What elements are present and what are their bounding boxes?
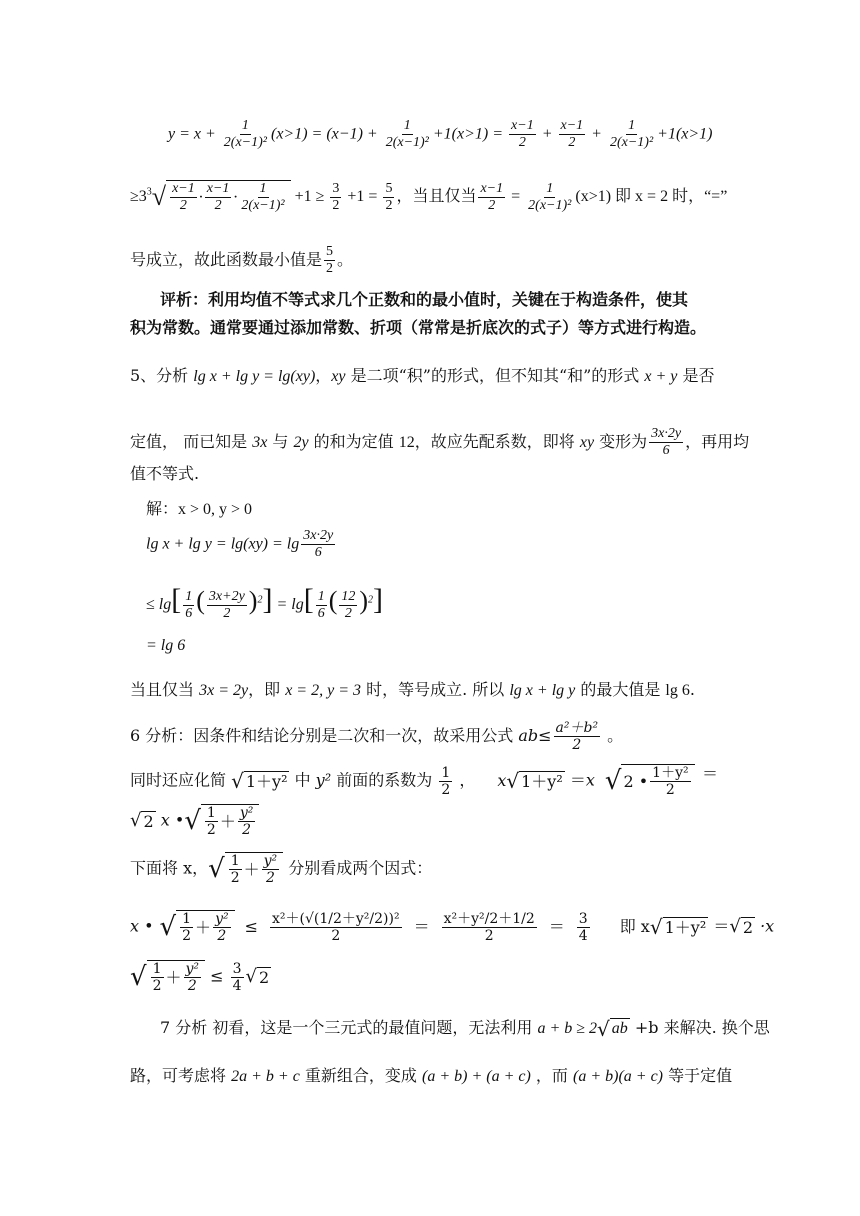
s7-sqrt-icon: √: [597, 1016, 610, 1041]
eq1-frac3-den: 2: [518, 135, 526, 151]
s5-sol: 解：x > 0, y > 0: [146, 501, 253, 518]
s5-r2-frac1-den: 6: [185, 605, 193, 621]
s6-l3c: 1: [206, 805, 216, 821]
s6-sqrt-icon-2: √: [506, 769, 520, 794]
s6-sqrt-icon-4: √: [130, 810, 142, 832]
s5-r4e: 时，等号成立. 所以: [360, 680, 510, 699]
s6-l4f: 2: [265, 870, 275, 887]
comment-line-2: [130, 318, 706, 337]
s6-l2m-num: 1＋y²: [652, 765, 689, 781]
s5-r1-den: 6: [314, 545, 322, 561]
s5-l1a: 5、分析: [130, 366, 194, 385]
eq1-c2: +1(x>1) =: [432, 125, 508, 143]
s6-l1-frac-num: a²＋b²: [555, 720, 599, 736]
eq2-g1-num: 3: [330, 181, 341, 198]
eq2-g1-den: 2: [332, 197, 340, 213]
s6-l3d: 2: [206, 822, 216, 839]
eq2-h1-den: 2: [488, 197, 496, 213]
s5-row-4: [130, 680, 695, 700]
s7-l1d: +b 来解决. 换个思: [629, 1018, 770, 1037]
equation-line-2: $\ge 3^3$ √ $\frac{x-1}{2}$ · $\frac{x-1}{2}$ · $\frac{1}{\text{2(x−1)²}}$ +1 ≥ $\frac{3}{2}$ +1 = $\frac{5}{2}$ ，当且仅当 $\frac{x-1}{2}$ = $\frac{1}{\text{2(x−1)²}}$ (x>1) 即 x = 2 时，“=”: [130, 180, 728, 214]
s6-l3f: y²: [239, 805, 254, 821]
eq1-c4: +: [587, 125, 606, 143]
s6-sqrt-icon-10: √: [130, 962, 147, 993]
s6-l3g: 2: [242, 822, 252, 839]
comment-text-2: 积为常数。通常要通过添加常数、折项（常常是折底次的式子）等方式进行构造。: [130, 318, 707, 337]
s5-r1-num: 3x·2y: [301, 528, 335, 545]
s5-l2d: 2y: [293, 434, 309, 452]
s6-sqrt-icon-3: √: [604, 766, 622, 797]
s6-l5j-num: x²＋y²/2＋1/2: [443, 910, 535, 927]
eq1-c5: +1(x>1): [657, 125, 713, 143]
s6-l2-frac-den: 2: [441, 781, 451, 798]
s6-l5d: ＋: [195, 918, 212, 937]
comment-line-1: [160, 290, 688, 309]
eq1-frac5-den: 2(x−1)²: [609, 135, 654, 151]
s6-l2i: 1＋y²: [521, 772, 563, 791]
s5-l2f: 12: [398, 434, 415, 452]
eq1-frac1-den: 2(x−1)²: [223, 135, 267, 151]
s5-row-1: [146, 528, 337, 561]
s6-l5l-num: 3: [578, 910, 588, 927]
s6-l1a: 6 分析：因条件和结论分别是二次和一次，故采用公式: [130, 726, 519, 746]
s6-l5e: y²: [215, 911, 229, 927]
s6-l2l: 2 •: [623, 772, 649, 791]
eq2-g2-den: 2: [385, 197, 393, 213]
s7-l1c: ab: [611, 1020, 628, 1038]
s6-l6f: ≤: [205, 966, 229, 986]
s6-l3b: x •: [155, 810, 185, 830]
s5-l2-frac-den: 6: [662, 443, 670, 459]
s6-l6c: ＋: [165, 968, 182, 987]
s6-l6g-den: 4: [232, 977, 242, 994]
s5-r4f: lg x + lg y: [509, 682, 576, 699]
s5-r4a: 当且仅当: [130, 680, 200, 699]
s6-l2b: 1＋y²: [245, 772, 288, 791]
s6-line-5: [130, 910, 774, 944]
s6-l5j-den: 2: [484, 927, 494, 944]
eq2-r1-num: x−1: [170, 181, 197, 198]
s5-l2g: ，故应先配系数，即将: [414, 432, 580, 452]
s5-r2-frac4-den: 2: [344, 605, 352, 621]
s5-l2-frac-num: 3x·2y: [649, 426, 683, 443]
s6-l1-frac-den: 2: [572, 737, 582, 754]
s6-sqrt-icon-5: √: [184, 806, 201, 837]
eq1-c3: +: [537, 125, 557, 143]
s6-l1b: ab: [518, 726, 539, 746]
s5-r1a: lg x + lg y = lg(xy) = lg: [146, 535, 300, 553]
s6-l5c: 2: [182, 928, 192, 945]
s6-l5h-num: x²＋(√(1/2＋y²/2))²: [272, 910, 400, 927]
s6-l5h-den: 2: [331, 927, 341, 944]
eq1-frac2-den: 2(x−1)²: [385, 135, 429, 151]
s6-sqrt-icon-11: √: [245, 966, 258, 988]
s6-l5p: 2: [742, 918, 753, 937]
eq2-r2-den: 2: [214, 198, 222, 214]
eq2-h2-den: 2(x−1)²: [528, 197, 572, 213]
eq2-root-index: 3: [146, 186, 152, 198]
s5-l2b: 3x: [252, 434, 268, 452]
s6-sqrt-icon-1: √: [231, 769, 244, 794]
s5-l2j: ，再用均: [685, 432, 750, 452]
s6-l1c: ≤: [538, 726, 552, 746]
s5-r4h: lg 6: [665, 682, 690, 699]
s5-r2-frac3-num: 1: [316, 589, 327, 606]
s6-l6g-num: 3: [232, 960, 242, 977]
s5-row-2: ≤ lg[ $\frac{1}{6}$ ( $\frac{3x+2y}{2}$ )$^2$] = lg[ $\frac{1}{6}$ ( $\frac{12}{2}$ )$^2$]: [146, 583, 384, 621]
s7-l2d: (a + b) + (a + c): [421, 1068, 531, 1085]
s5-l1f: x + y: [644, 368, 678, 385]
s5-l2c: 与: [267, 432, 294, 452]
s5-r2-frac1-num: 1: [183, 589, 194, 606]
eq2-pre: ≥3: [130, 187, 147, 205]
s7-l1a: 7 分析 初看，这是一个三元式的最值问题，无法利用: [160, 1018, 538, 1037]
s7-l2c: 重新组合，变成: [299, 1066, 422, 1085]
s6-line-4: [130, 852, 432, 886]
s5-solution: [146, 500, 252, 519]
s5-l2h: xy: [579, 434, 595, 452]
s6-sqrt-icon-8: √: [649, 915, 663, 940]
s6-l6e: 2: [187, 978, 197, 995]
s6-l1e: 。: [602, 726, 624, 746]
s6-l2j: ＝: [564, 770, 586, 790]
s6-sqrt-icon-9: √: [729, 916, 741, 938]
s7-l1b: a + b ≥ 2: [537, 1020, 598, 1037]
eq1-frac4-den: 2: [568, 135, 576, 151]
s5-r4b: 3x = 2y: [199, 682, 249, 699]
s6-sqrt-icon-7: √: [159, 912, 177, 943]
eq1-frac5-num: 1: [626, 118, 637, 135]
eq2-g2-num: 5: [383, 181, 394, 198]
s6-l6d: y²: [185, 961, 200, 977]
s5-l3: 值不等式.: [130, 464, 200, 483]
equation-line-1: [168, 118, 713, 151]
s7-l2b: 2a + b + c: [231, 1068, 300, 1085]
s6-l5q: ·x: [755, 916, 775, 936]
s5-r2a: ≤ lg: [146, 596, 172, 613]
min-value-end: 。: [337, 250, 354, 270]
s5-l2a: 定值， 而已知是: [130, 432, 253, 452]
s5-line-2: [130, 426, 749, 459]
s6-l4d: ＋: [243, 860, 260, 879]
s6-l2a: 同时还应化简: [130, 770, 232, 790]
eq2-text2: (x>1) 即 x = 2 时，“=”: [575, 187, 728, 205]
s6-l5g: ≤: [244, 916, 258, 936]
eq2-radical-icon: √: [151, 182, 167, 212]
s5-r4g: 的最大值是: [575, 680, 666, 699]
s6-l5f: 2: [217, 928, 227, 945]
s6-l3a: 2: [143, 812, 154, 831]
comment-label: 评析：: [160, 290, 209, 309]
s6-l6b: 2: [152, 978, 162, 995]
s6-sqrt-icon-6: √: [208, 854, 225, 885]
s5-row-3: [146, 636, 185, 655]
s6-l2e: 前面的系数为: [331, 770, 438, 790]
eq2-h2-num: 1: [544, 181, 555, 198]
eq1-c1: (x>1) = (x−1) +: [270, 125, 382, 143]
s6-l2m-den: 2: [665, 782, 675, 799]
s7-l2a: 路，可考虑将: [130, 1066, 232, 1085]
eq1-frac2-num: 1: [402, 118, 413, 135]
s6-l6a: 1: [152, 961, 162, 977]
s5-r4c: ，即: [248, 680, 286, 699]
s6-l5i: ＝: [413, 916, 430, 936]
eq1-frac1-num: 1: [240, 118, 251, 135]
eq2-h1-num: x−1: [478, 181, 505, 198]
s7-line-2: [130, 1066, 732, 1086]
s6-l5n: 1＋y²: [664, 918, 707, 937]
s7-l2g: 等于定值: [663, 1066, 733, 1085]
s6-l2-frac-num: 1: [441, 764, 451, 781]
s6-l5b: 1: [182, 911, 192, 927]
s7-l2f: (a + b)(a + c): [572, 1068, 663, 1085]
s6-l5k: ＝: [548, 916, 565, 936]
min-value-den: 2: [326, 261, 334, 277]
s6-l2g: ，: [454, 770, 476, 790]
s5-l1d: xy: [331, 368, 346, 385]
s5-l1b: lg x + lg y = lg(xy): [193, 368, 316, 385]
s6-line-6: [130, 960, 271, 994]
s6-l4e: y²: [263, 853, 278, 869]
s6-line-2: [130, 764, 719, 799]
s6-l2h: x: [497, 770, 507, 790]
comment-text-1: 利用均值不等式求几个正数和的最小值时，关键在于构造条件，使其: [208, 290, 689, 309]
s6-l2d: y²: [315, 770, 332, 790]
s6-l4b: 1: [230, 853, 240, 869]
s5-r3: = lg 6: [146, 637, 186, 654]
eq2-eqs: =: [507, 187, 525, 205]
eq1-lhs: y = x +: [168, 125, 220, 143]
s6-l3e: ＋: [219, 812, 236, 831]
s6-l4a: 下面将 x，: [130, 858, 209, 878]
s6-l2c: 中: [289, 770, 316, 790]
s5-line-3: [130, 464, 199, 483]
eq2-mid2: +1 =: [343, 187, 382, 205]
s6-l4g: 分别看成两个因式：: [283, 858, 433, 878]
s5-r2-frac4-num: 12: [339, 589, 357, 606]
s6-l5o: ＝: [708, 916, 730, 936]
min-value-num: 5: [324, 244, 335, 261]
s6-l2end: ＝: [702, 764, 719, 783]
min-value-text: 号成立，故此函数最小值是: [130, 250, 323, 270]
s6-l6h: 2: [259, 968, 270, 987]
s6-l5l-den: 4: [578, 927, 588, 944]
s5-l1c: ，: [315, 366, 332, 385]
min-value-line: [130, 244, 353, 277]
s7-line-1: [160, 1018, 770, 1039]
s5-l1e: 是二项“积”的形式，但不知其“和”的形式: [345, 366, 645, 385]
s5-r4i: .: [689, 680, 695, 699]
eq2-text1: ，当且仅当: [396, 187, 477, 205]
s5-r4d: x = 2, y = 3: [285, 682, 361, 699]
s6-line-1: [130, 720, 623, 753]
s6-line-3: [130, 804, 259, 838]
s5-line-1: [130, 366, 715, 386]
s6-l5a: x •: [130, 916, 154, 936]
s5-l2i: 变形为: [594, 432, 648, 452]
s5-r2f: = lg: [272, 596, 304, 613]
eq2-mid: +1 ≥: [290, 187, 329, 205]
s5-l1g: 是否: [677, 366, 715, 385]
eq2-r3-den: 2(x−1)²: [241, 198, 285, 214]
s5-r2-frac2-den: 2: [223, 605, 231, 621]
s5-l2e: 的和为定值: [308, 432, 399, 452]
s5-r2-frac3-den: 6: [317, 605, 325, 621]
s6-l5m: 即 x: [619, 916, 650, 936]
s6-l4c: 2: [230, 870, 240, 887]
s6-l2k: x: [585, 770, 595, 790]
s7-l2e: ，而: [530, 1066, 573, 1085]
eq1-frac3-num: x−1: [509, 118, 536, 135]
eq1-frac4-num: x−1: [559, 118, 586, 135]
eq2-r3-num: 1: [258, 181, 269, 198]
eq2-r1-den: 2: [179, 198, 187, 214]
eq2-r2-num: x−1: [205, 181, 232, 198]
s5-r2-frac2-num: 3x+2y: [207, 589, 247, 606]
